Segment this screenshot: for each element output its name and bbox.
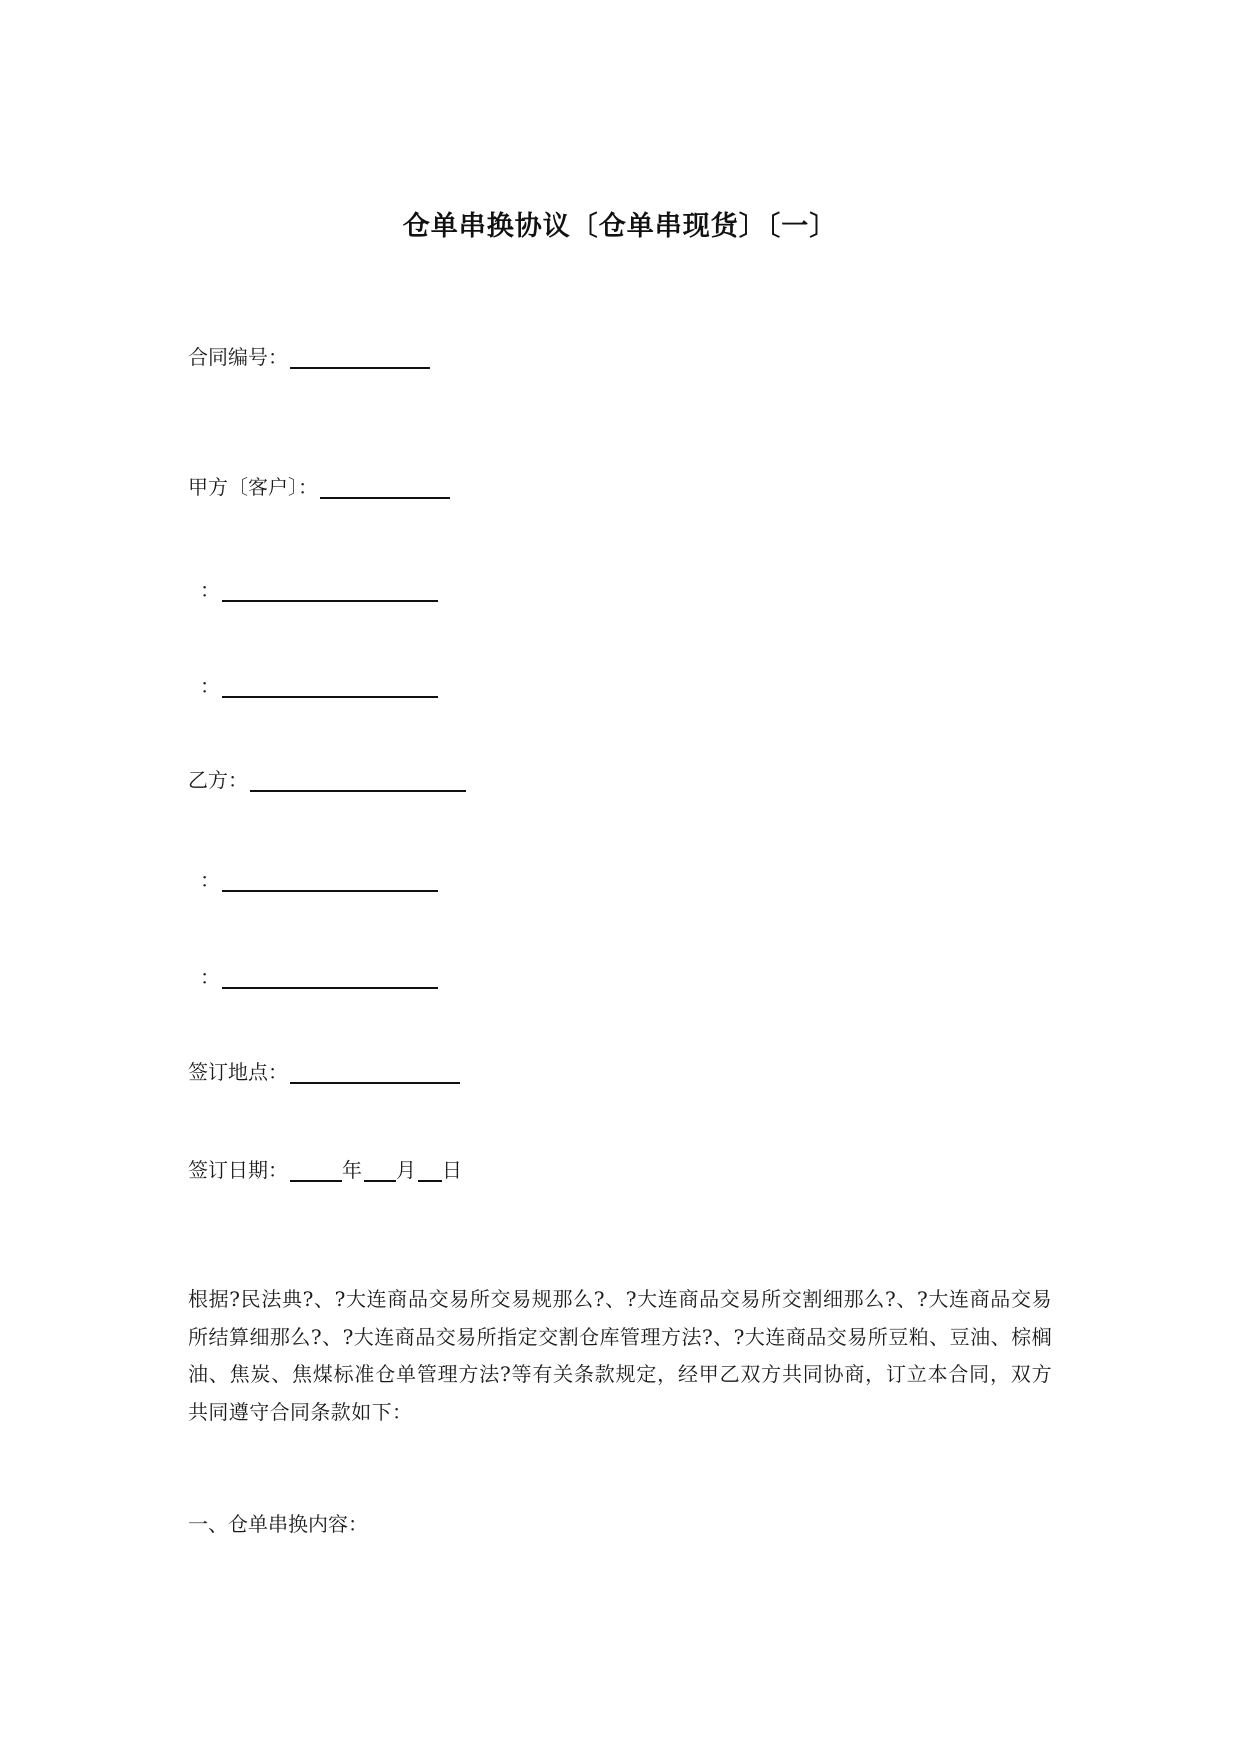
contract-number-field (188, 345, 430, 369)
document-title: 仓单串换协议〔仓单串现货〕〔一〕 (402, 211, 838, 242)
party-a-sub-field-1 (200, 578, 438, 602)
party-b-sub-label-2: ： (200, 965, 220, 989)
party-a-sub-blank-2[interactable] (222, 678, 438, 698)
preamble-paragraph: 根据?民法典?、?大连商品交易所交易规那么?、?大连商品交易所交割细那么?、?大连商品交易所结算细那么?、?大连商品交易所指定交割仓库管理方法?、?大连商品交易所豆粕、豆油、棕榈油、焦炭、焦煤标准仓单管理方法?等有关条款规定，经甲乙双方共同协商，订立本合同，双方共同遵守合同条款如下： (188, 1287, 1052, 1424)
sign-place-field (188, 1060, 460, 1084)
sign-date-month-label: 月 (396, 1158, 416, 1182)
sign-date-year-label: 年 (342, 1158, 362, 1182)
party-a-blank[interactable] (320, 479, 450, 499)
party-a-sub-blank-1[interactable] (222, 582, 438, 602)
sign-date-label: 签订日期： (188, 1158, 288, 1182)
sign-place-label: 签订地点： (188, 1060, 288, 1084)
sign-date-month-blank[interactable] (364, 1162, 396, 1182)
party-a-sub-field-2 (200, 674, 438, 698)
sign-date-field (188, 1158, 462, 1182)
party-b-field (188, 768, 466, 792)
party-a-field (188, 475, 450, 499)
contract-number-blank[interactable] (290, 349, 430, 369)
party-a-label: 甲方〔客户〕： (188, 475, 318, 499)
party-b-sub-field-1 (200, 868, 438, 892)
sign-date-day-label: 日 (442, 1158, 462, 1182)
party-b-sub-blank-2[interactable] (222, 969, 438, 989)
party-a-sub-label-2: ： (200, 674, 220, 698)
sign-date-day-blank[interactable] (418, 1162, 442, 1182)
party-b-sub-field-2 (200, 965, 438, 989)
party-b-sub-blank-1[interactable] (222, 872, 438, 892)
party-a-sub-label-1: ： (200, 578, 220, 602)
sign-date-year-blank[interactable] (290, 1162, 342, 1182)
party-b-blank[interactable] (250, 772, 466, 792)
contract-number-label: 合同编号： (188, 345, 288, 369)
sign-place-blank[interactable] (290, 1064, 460, 1084)
party-b-sub-label-1: ： (200, 868, 220, 892)
section-1-heading: 一、仓单串换内容： (188, 1512, 368, 1536)
party-b-label: 乙方： (188, 768, 248, 792)
